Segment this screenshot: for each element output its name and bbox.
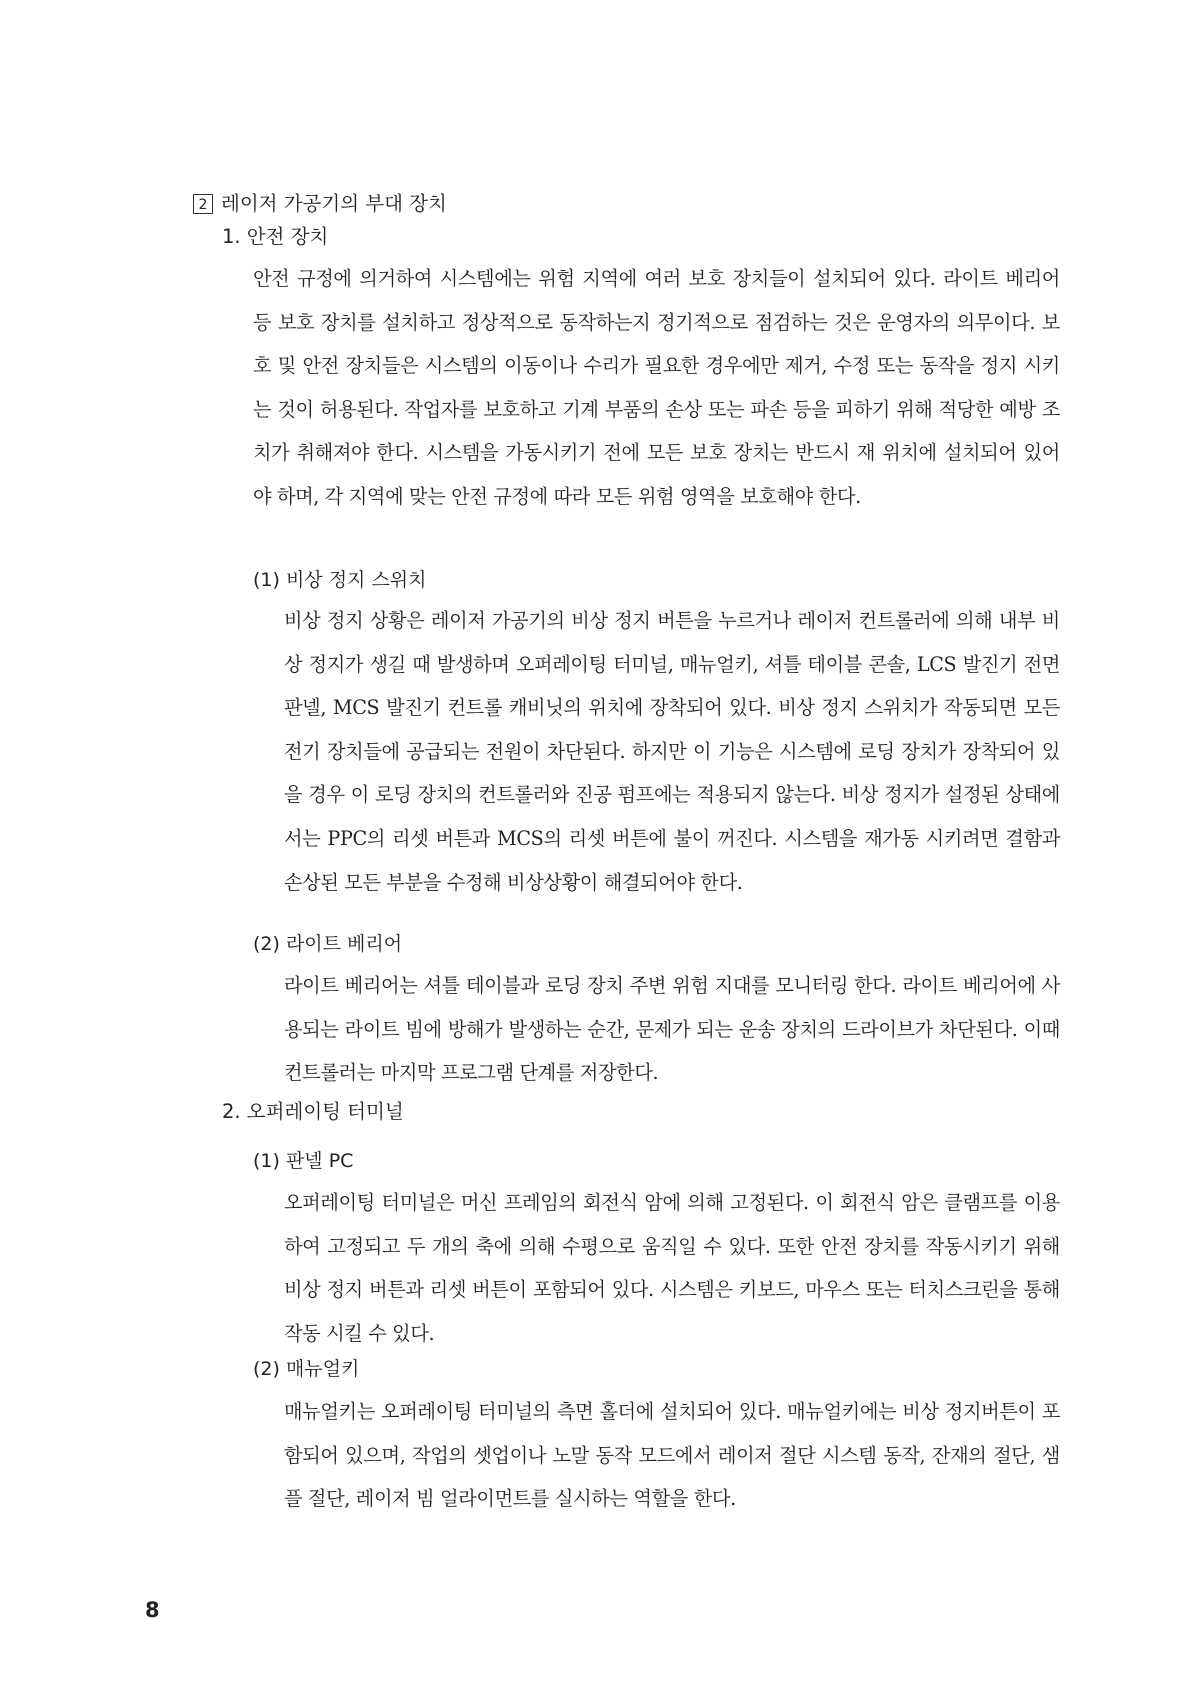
paragraph-manual-key: 매뉴얼키는 오퍼레이팅 터미널의 측면 홀더에 설치되어 있다. 매뉴얼키에는 비상 정지버튼이 포함되어 있으며, 작업의 셋업이나 노말 동작 모드에서 레이저 절단 시스템 동작, 잔재의 절단, 샘플 절단, 레이저 빔 얼라이먼트를 실시하는 역할을 한다. — [284, 1400, 1060, 1511]
heading-operating-terminal: 2. 오퍼레이팅 터미널 — [222, 1100, 404, 1123]
section-title-text: 레이저 가공기의 부대 장치 — [221, 192, 447, 215]
page-number: 8 — [145, 1598, 160, 1622]
heading-panel-pc: (1) 판넬 PC — [253, 1150, 354, 1172]
paragraph-light-barrier: 라이트 베리어는 셔틀 테이블과 로딩 장치 주변 위험 지대를 모니터링 한다. 라이트 베리어에 사용되는 라이트 빔에 방해가 발생하는 순간, 문제가 되는 운송 장치의 드라이브가 차단된다. 이때 컨트롤러는 마지막 프로그램 단계를 저장한다. — [284, 974, 1060, 1085]
paragraph-emergency-stop-switch: 비상 정지 상황은 레이저 가공기의 비상 정지 버튼을 누르거나 레이저 컨트롤러에 의해 내부 비상 정지가 생길 때 발생하며 오퍼레이팅 터미널, 매뉴얼키, 셔틀 테이블 콘솔, LCS 발진기 전면 판넬, MCS 발진기 컨트롤 캐비닛의 위치에 장착되어 있다. 비상 정지 스위치가 작동되면 모든 전기 장치들에 공급되는 전원이 차단된다. 하지만 이 기능은 시스템에 로딩 장치가 장착되어 있을 경우 이 로딩 장치의 컨트롤러와 진공 펌프에는 적용되지 않는다. 비상 정지가 설정된 상태에서는 PPC의 리셋 버튼과 MCS의 리셋 버튼에 불이 꺼진다. 시스템을 재가동 시키려면 결함과 손상된 모든 부분을 수정해 비상상황이 해결되어야 한다. — [284, 609, 1060, 894]
section-title — [193, 190, 447, 218]
heading-safety-devices: 1. 안전 장치 — [222, 225, 329, 248]
heading-manual-key: (2) 매뉴얼키 — [253, 1358, 360, 1380]
paragraph-panel-pc: 오퍼레이팅 터미널은 머신 프레임의 회전식 암에 의해 고정된다. 이 회전식 암은 클램프를 이용하여 고정되고 두 개의 축에 의해 수평으로 움직일 수 있다. 또한 안전 장치를 작동시키기 위해 비상 정지 버튼과 리셋 버튼이 포함되어 있다. 시스템은 키보드, 마우스 또는 터치스크린을 통해 작동 시킬 수 있다. — [284, 1191, 1060, 1345]
section-number-box: 2 — [193, 194, 213, 214]
heading-light-barrier: (2) 라이트 베리어 — [253, 933, 403, 955]
heading-emergency-stop-switch: (1) 비상 정지 스위치 — [253, 569, 427, 591]
paragraph-safety-devices: 안전 규정에 의거하여 시스템에는 위험 지역에 여러 보호 장치들이 설치되어 있다. 라이트 베리어 등 보호 장치를 설치하고 정상적으로 동작하는지 정기적으로 점검하는 것은 운영자의 의무이다. 보호 및 안전 장치들은 시스템의 이동이나 수리가 필요한 경우에만 제거, 수정 또는 동작을 정지 시키는 것이 허용된다. 작업자를 보호하고 기계 부품의 손상 또는 파손 등을 피하기 위해 적당한 예방 조치가 취해져야 한다. 시스템을 가동시키기 전에 모든 보호 장치는 반드시 재 위치에 설치되어 있어야 하며, 각 지역에 맞는 안전 규정에 따라 모든 위험 영역을 보호해야 한다. — [253, 267, 1060, 508]
